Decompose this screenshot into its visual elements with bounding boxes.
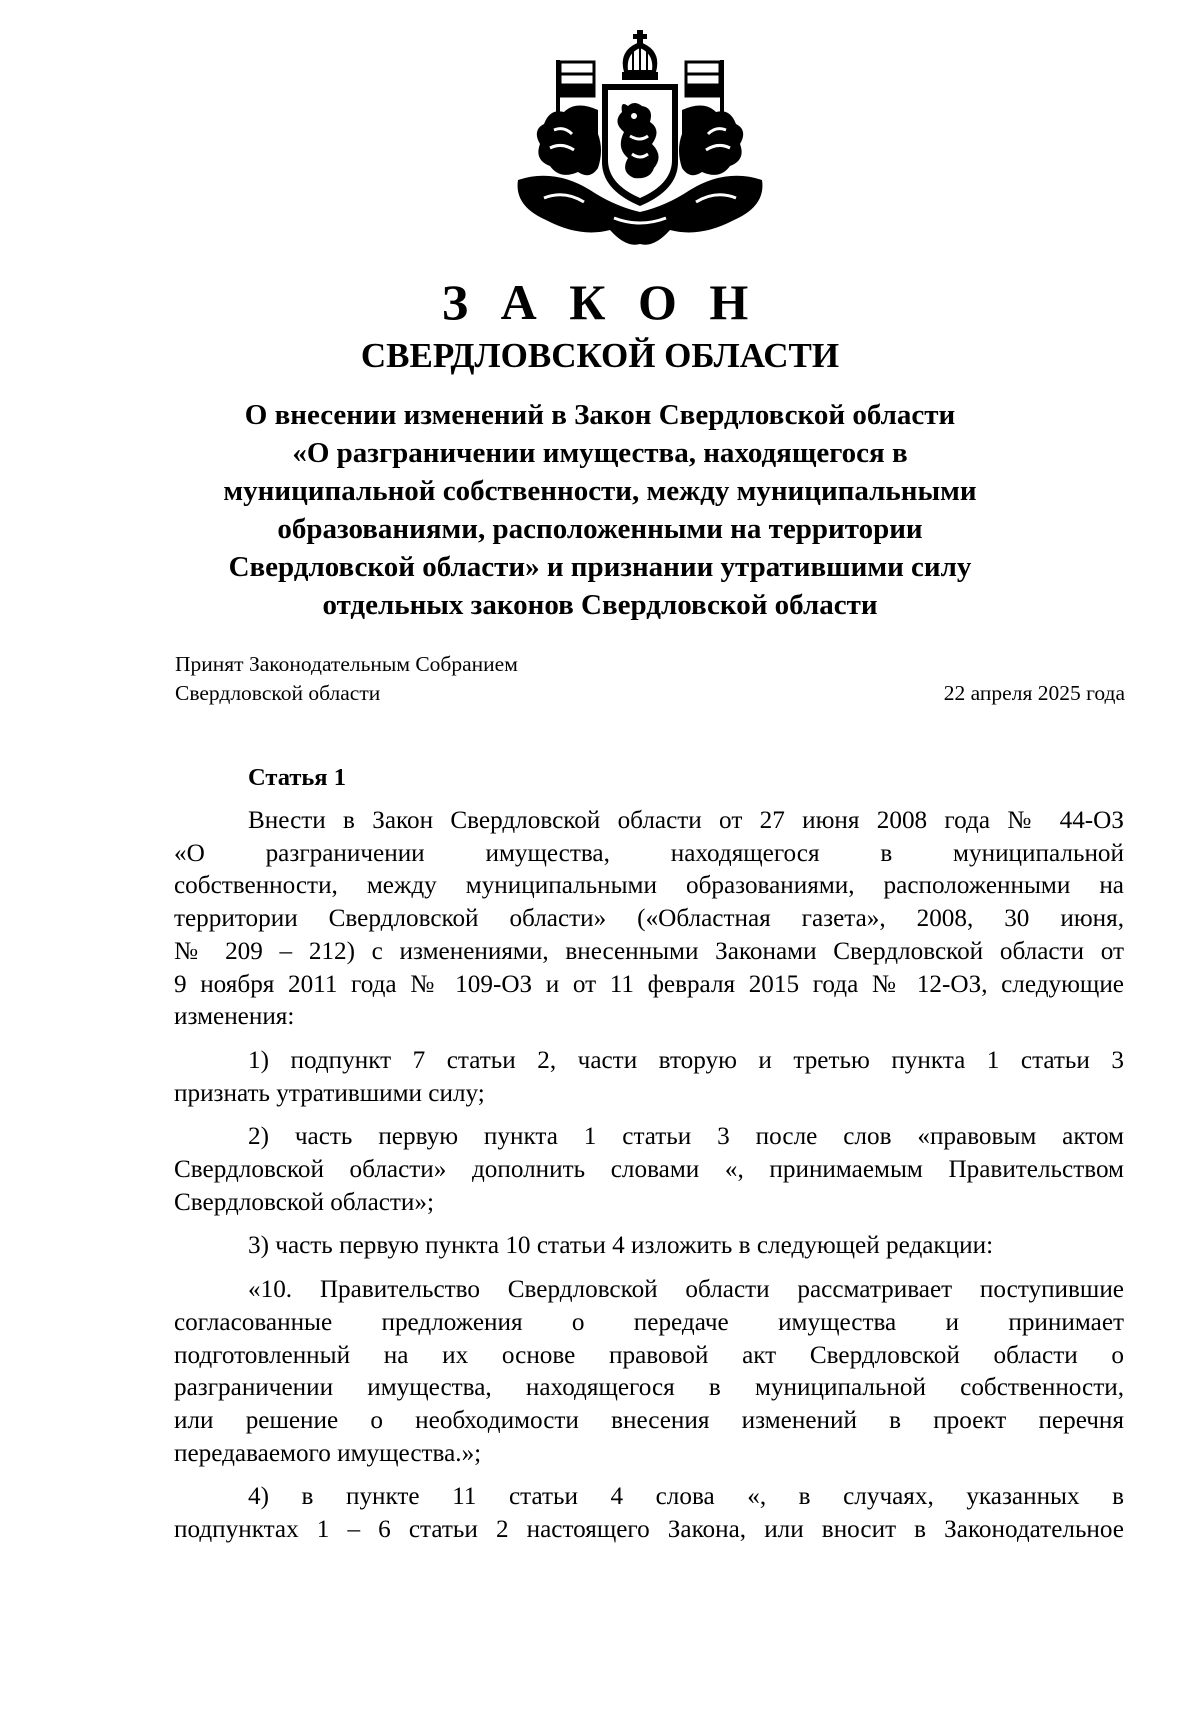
- text-line: подпунктах 1 – 6 статьи 2 настоящего Закона, или вносит в Законодательное: [174, 1516, 1124, 1544]
- adoption-body: [175, 650, 518, 708]
- document-type-title: З А К О Н: [441, 274, 759, 330]
- adoption-date: 22 апреля 2025 года: [943, 681, 1125, 705]
- subject-line: муниципальной собственности, между муниципальными: [223, 475, 977, 507]
- paragraph: [174, 805, 1124, 1034]
- text-line: или решение о необходимости внесения изменений в проект перечня: [174, 1406, 1124, 1434]
- text-line: 9 ноября 2011 года № 109-ОЗ и от 11 февраля 2015 года № 12-ОЗ, следующие: [174, 970, 1124, 998]
- subject-line: О внесении изменений в Закон Свердловской области: [244, 399, 956, 431]
- text-line: признать утратившими силу;: [174, 1079, 485, 1107]
- text-line: разграничении имущества, находящегося в муниципальной собственности,: [174, 1374, 1124, 1402]
- text-line: подготовленный на их основе правовой акт Свердловской области о: [174, 1341, 1124, 1369]
- article-body: [174, 805, 1124, 1558]
- adoption-body-line: Свердловской области: [175, 681, 381, 705]
- paragraph: [174, 1481, 1124, 1546]
- text-line: № 209 – 212) с изменениями, внесенными Законами Свердловской области от: [174, 937, 1124, 965]
- law-subject-title: [150, 396, 1050, 624]
- text-line: собственности, между муниципальными образованиями, расположенными на: [174, 872, 1124, 900]
- text-line: «10. Правительство Свердловской области рассматривает поступившие: [248, 1276, 1124, 1304]
- text-line: передаваемого имущества.»;: [174, 1439, 482, 1467]
- text-line: Внести в Закон Свердловской области от 27 июня 2008 года № 44-ОЗ: [248, 807, 1124, 834]
- subject-line: «О разграничении имущества, находящегося в: [292, 437, 908, 469]
- paragraph: [174, 1274, 1124, 1470]
- text-line: территории Свердловской области» («Областная газета», 2008, 30 июня,: [174, 905, 1124, 933]
- text-line: 1) подпункт 7 статьи 2, части вторую и третью пункта 1 статьи 3: [248, 1046, 1124, 1074]
- text-line: изменения:: [174, 1003, 295, 1031]
- text-line: 4) в пункте 11 статьи 4 слова «, в случаях, указанных в: [248, 1483, 1124, 1511]
- text-line: согласованные предложения о передаче имущества и принимает: [174, 1308, 1124, 1336]
- region-title: СВЕРДЛОВСКОЙ ОБЛАСТИ: [360, 336, 840, 375]
- paragraph: [174, 1045, 1124, 1110]
- subject-line: образованиями, расположенными на территории: [277, 513, 923, 545]
- paragraph: [174, 1230, 1124, 1263]
- text-line: 3) часть первую пункта 10 статьи 4 изложить в следующей редакции:: [248, 1232, 994, 1260]
- paragraph: [174, 1121, 1124, 1219]
- text-line: Свердловской области» дополнить словами «, принимаемым Правительством: [174, 1156, 1124, 1184]
- coat-of-arms-icon: [494, 30, 786, 252]
- text-line: «О разграничении имущества, находящегося в муниципальной: [174, 839, 1124, 867]
- text-line: Свердловской области»;: [174, 1188, 435, 1216]
- adoption-body-line: Принят Законодательным Собранием: [175, 652, 518, 676]
- subject-line: отдельных законов Свердловской области: [322, 589, 878, 621]
- text-line: 2) часть первую пункта 1 статьи 3 после слов «правовым актом: [248, 1123, 1124, 1151]
- article-heading: Статья 1: [248, 764, 346, 791]
- subject-line: Свердловской области» и признании утратившими силу: [228, 551, 972, 583]
